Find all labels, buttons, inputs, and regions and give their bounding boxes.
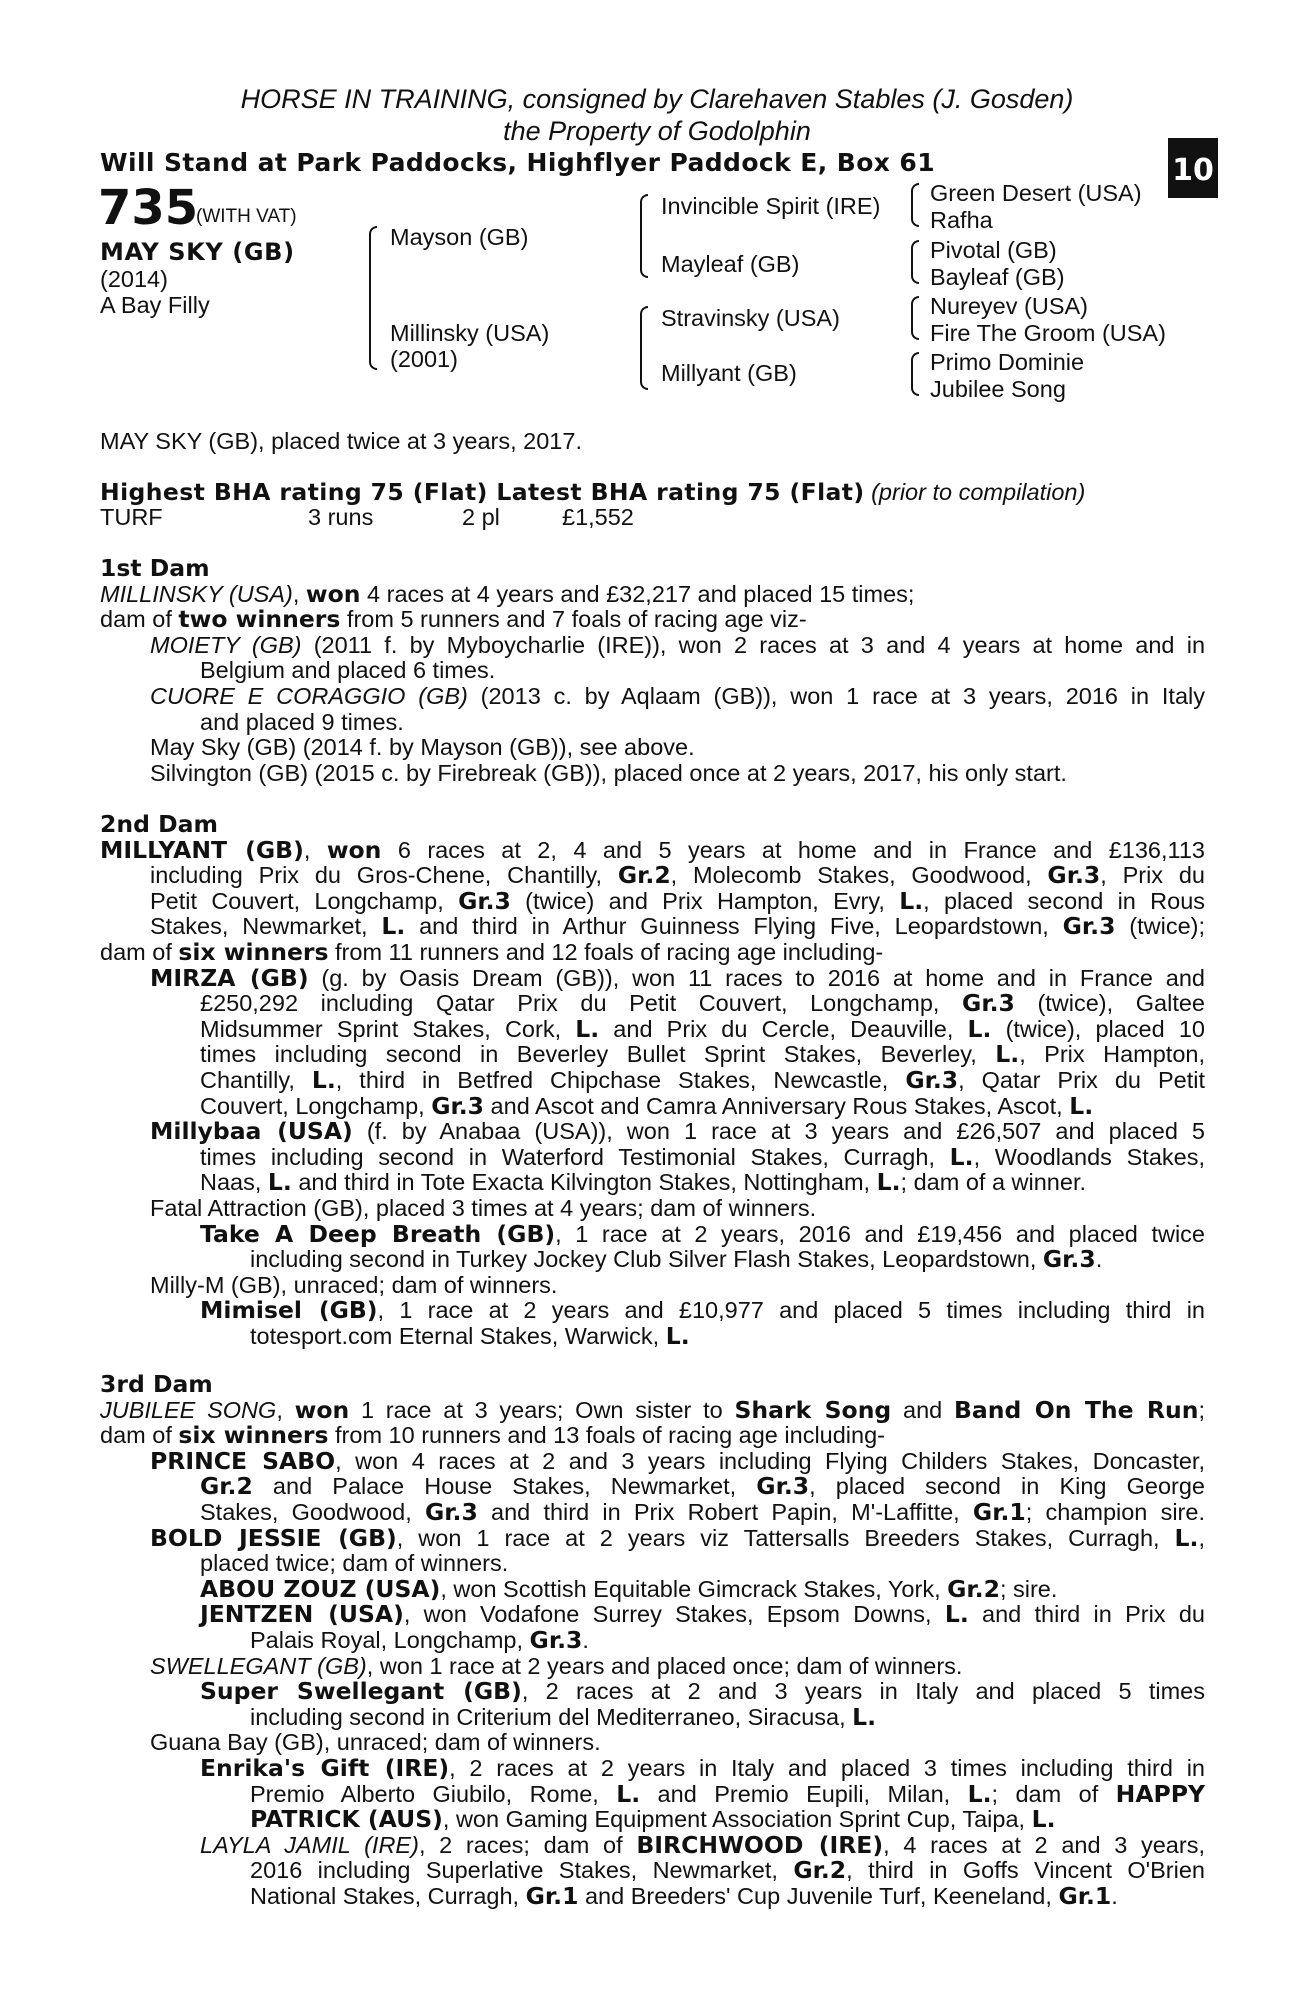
text: Gr.3 [529,1625,583,1654]
owner-line: the Property of Godolphin [503,116,811,146]
text: Couvert, Longchamp, [200,1092,432,1119]
brace-sd [911,240,919,284]
badge-number: 10 [1172,153,1214,188]
pedigree-sss: Green Desert (USA) [930,180,1142,206]
text: Gr.3 [458,886,511,915]
produce-name: MOIETY (GB) [150,631,302,658]
pedigree-dam: Millinsky (USA) [390,320,550,346]
first-dam-heading: 1st Dam [100,554,210,582]
dam-name: MILLINSKY (USA) [100,580,293,607]
text: 1 race at 3 years; Own sister to [349,1396,735,1423]
text: £250,292 including Qatar Prix du Petit Couvert, Longchamp, [200,990,963,1017]
text: dam of [100,1422,179,1449]
brace-ds [911,296,919,340]
page-badge [1168,114,1218,198]
text: Gr.3 [905,1065,959,1094]
text: , [1198,1524,1205,1551]
text: two winners [178,605,341,634]
text: . [582,1626,589,1653]
text: (2011 f. by Myboycharlie (IRE)), won 2 races at 3 and 4 years at home and in [301,631,1206,658]
pedigree-sire: Mayson (GB) [390,224,529,250]
text: L. [1069,1091,1094,1120]
text: ; dam of a winner. [900,1169,1087,1196]
text: Naas, [200,1169,268,1196]
second-dam-section [100,812,1205,1349]
text: L. [876,1168,901,1197]
pedigree-dsd: Fire The Groom (USA) [930,320,1166,346]
pedigree-sdd: Bayleaf (GB) [930,264,1065,290]
text: , 2 races at 2 and 3 years in Italy and placed 5 times [521,1678,1205,1705]
brace-sire-dam [369,226,377,370]
text: from 5 runners and 7 foals of racing age viz- [340,606,807,633]
text: six winners [178,1421,329,1450]
produce-name: LAYLA JAMIL (IRE) [200,1831,419,1858]
text: L. [665,1321,690,1350]
brace-sire-parents [640,194,648,278]
text: Stakes, Goodwood, [200,1498,425,1525]
text: . [1095,1246,1103,1273]
text: including Prix du Gros-Chene, Chantilly, [150,862,618,889]
text: L. [852,1702,877,1731]
text: Gr.3 [1047,861,1101,890]
text: and placed 9 times. [200,708,404,735]
produce-entry: Milly-M (GB), unraced; dam of winners. [150,1271,558,1298]
text: , Qatar Prix du Petit [958,1066,1205,1093]
text: 4 races at 4 years and £32,217 and placed 15 times; [360,580,915,607]
first-dam-section [100,556,1205,786]
record-earnings: £1,552 [562,504,634,530]
text: Gr.1 [525,1881,579,1910]
produce-name: Mimisel (GB) [200,1296,378,1325]
text: L. [311,1065,336,1094]
text: , won 1 race at 2 years and placed once; dam of winners. [366,1652,963,1679]
text: BIRCHWOOD (IRE) [636,1830,884,1859]
text: including second in Turkey Jockey Club Silver Flash Stakes, Leopardstown, [250,1246,1043,1273]
text: (twice) and Prix Hampton, Evry, [510,887,900,914]
record-placed: 2 pl [462,504,500,530]
third-dam-heading: 3rd Dam [100,1370,213,1398]
produce-name: Enrika's Gift (IRE) [200,1753,450,1782]
pedigree-dss: Nureyev (USA) [930,293,1089,319]
text: including second in Criterium del Mediterraneo, Siracusa, [250,1703,853,1730]
produce-entry: Fatal Attraction (GB), placed 3 times at 4 years; dam of winners. [150,1194,817,1221]
text: (f. by Anabaa (USA)), won 1 race at 3 years and £26,507 and placed 5 [352,1118,1206,1145]
text: ; [1198,1396,1206,1423]
text: , placed second in Rous [923,887,1206,914]
text: 6 races at 2, 4 and 5 years at home and in France and £136,113 [381,836,1205,863]
produce-name: ABOU ZOUZ (USA) [200,1574,441,1603]
pedigree-ssd: Rafha [930,207,993,233]
produce-name: BOLD JESSIE (GB) [150,1523,397,1552]
text: and Prix du Cercle, Deauville, [599,1015,968,1042]
text: L. [944,1600,969,1629]
text: and Ascot and Camra Anniversary Rous Stakes, Ascot, [484,1092,1070,1119]
text: (twice), Galtee [1014,990,1205,1017]
horse-description: A Bay Filly [100,292,210,318]
text: placed twice; dam of winners. [200,1550,509,1577]
text: Gr.1 [1058,1881,1112,1910]
text: L. [967,1779,992,1808]
text: . [1111,1882,1118,1909]
text: ; sire. [999,1575,1058,1602]
produce-name: Take A Deep Breath (GB) [200,1219,556,1248]
text: Chantilly, [200,1066,312,1093]
text: Petit Couvert, Longchamp, [150,887,459,914]
text: times including second in Beverley Bullet Sprint Stakes, Beverley, [200,1041,996,1068]
text: (g. by Oasis Dream (GB)), won 11 races to 2016 at home and in France and [308,964,1205,991]
text: 2016 including Superlative Stakes, Newmarket, [250,1857,794,1884]
pedigree-sire-sire: Invincible Spirit (IRE) [661,193,881,219]
text: Gr.1 [972,1497,1026,1526]
lot-number: 735 [98,180,199,236]
text: Gr.2 [947,1574,1000,1603]
text: and Breeders' Cup Juvenile Turf, Keeneland, [578,1882,1059,1909]
second-dam-heading: 2nd Dam [100,810,218,838]
produce-name: CUORE E CORAGGIO (GB) [150,682,468,709]
text: and third in Prix Robert Papin, M'-Laffitte, [477,1498,973,1525]
text: , won 1 race at 2 years viz Tattersalls Breeders Stakes, Curragh, [396,1524,1175,1551]
text: Gr.3 [431,1091,485,1120]
text: won [294,1395,350,1424]
text: Gr.2 [793,1856,847,1885]
foaling-year: (2014) [100,266,168,292]
rating-note: (prior to compilation) [871,479,1086,505]
text: dam of [100,606,179,633]
record-surface: TURF [100,504,163,530]
produce-name: SWELLEGANT (GB) [150,1652,367,1679]
text: L. [1031,1805,1056,1834]
produce-name: MIRZA (GB) [150,963,309,992]
text: Gr.3 [425,1497,478,1526]
text: PATRICK (AUS) [250,1805,443,1834]
pedigree-dam-year: (2001) [390,346,458,372]
text: L. [967,1014,992,1043]
brace-ss [911,183,919,227]
text: , Prix Hampton, [1019,1041,1205,1068]
text: Gr.2 [200,1472,253,1501]
text: Gr.2 [617,861,671,890]
bha-rating [100,478,1085,506]
text: L. [995,1040,1020,1069]
text: L. [381,912,406,941]
text: (twice), placed 10 [991,1015,1205,1042]
text: L. [899,886,924,915]
text: won [305,579,361,608]
text: , Prix du [1100,862,1205,889]
pedigree-sds: Pivotal (GB) [930,237,1057,263]
dam-name: JUBILEE SONG [100,1396,277,1423]
text: HAPPY [1115,1779,1205,1808]
text: (2013 c. by Aqlaam (GB)), won 1 race at 3 years, 2016 in Italy [467,682,1205,709]
text: Gr.3 [1042,1245,1096,1274]
text: , 1 race at 2 years, 2016 and £19,456 and placed twice [555,1220,1206,1247]
text: , won Vodafone Surrey Stakes, Epsom Downs, [403,1601,945,1628]
stand-location: Will Stand at Park Paddocks, Highflyer Paddock E, Box 61 [100,148,936,177]
text: , third in Betfred Chipchase Stakes, Newcastle, [335,1066,906,1093]
text: , 2 races; dam of [418,1831,637,1858]
text: L. [267,1168,292,1197]
horse-name: MAY SKY (GB) [100,238,295,266]
text: six winners [178,937,329,966]
race-summary: MAY SKY (GB), placed twice at 3 years, 2017. [100,428,582,454]
bha-rating-text: Highest BHA rating 75 (Flat) Latest BHA rating 75 (Flat) [100,478,865,506]
text: (twice); [1115,913,1205,940]
pedigree-dam-dam: Millyant (GB) [661,360,797,386]
text: National Stakes, Curragh, [250,1882,526,1909]
text: Stakes, Newmarket, [150,913,382,940]
text: L. [575,1014,600,1043]
text: times including second in Waterford Testimonial Stakes, Curragh, [200,1143,950,1170]
text: and Palace House Stakes, Newmarket, [252,1473,757,1500]
consignor-line: HORSE IN TRAINING, consigned by Clarehaven Stables (J. Gosden) [240,84,1074,114]
text: Premio Alberto Giubilo, Rome, [250,1780,617,1807]
produce-name: PRINCE SABO [150,1446,336,1475]
dam-name: MILLYANT (GB) [100,835,304,864]
text: , [276,1396,295,1423]
text: and third in Tote Exacta Kilvington Stakes, Nottingham, [291,1169,877,1196]
produce-name: Super Swellegant (GB) [200,1677,522,1706]
text: totesport.com Eternal Stakes, Warwick, [250,1322,666,1349]
text: L. [1174,1523,1199,1552]
text: , won 4 races at 2 and 3 years including Flying Childers Stakes, Doncaster, [335,1447,1205,1474]
text: and third in Prix du [968,1601,1205,1628]
text: , won Gaming Equipment Association Sprint Cup, Taipa, [442,1806,1032,1833]
text: dam of [100,938,179,965]
third-dam-section [100,1372,1205,1909]
text: , 4 races at 2 and 3 years, [883,1831,1205,1858]
text: , [303,836,327,863]
text: from 10 runners and 13 foals of racing age including- [328,1422,885,1449]
produce-name: Millybaa (USA) [150,1117,353,1146]
text: Midsummer Sprint Stakes, Cork, [200,1015,576,1042]
pedigree-sire-dam: Mayleaf (GB) [661,251,800,277]
text: , 2 races at 2 years in Italy and placed 3 times including third in [449,1754,1205,1781]
text: Palais Royal, Longchamp, [250,1626,530,1653]
brace-dam-parents [640,306,648,390]
text: , [292,580,306,607]
text: Gr.3 [962,989,1015,1018]
text: L. [616,1779,641,1808]
text: , Molecomb Stakes, Goodwood, [670,862,1048,889]
text: Shark Song [734,1395,892,1424]
produce-name: JENTZEN (USA) [200,1600,404,1629]
brace-dd [911,352,919,396]
text: and [891,1396,954,1423]
pedigree-dam-sire: Stravinsky (USA) [661,305,840,331]
text: Gr.3 [756,1472,810,1501]
text: , won Scottish Equitable Gimcrack Stakes, York, [440,1575,948,1602]
text: and Premio Eupili, Milan, [640,1780,968,1807]
pedigree-dds: Primo Dominie [930,349,1085,375]
text: , Woodlands Stakes, [973,1143,1205,1170]
text: ; dam of [991,1780,1116,1807]
text: Belgium and placed 6 times. [200,657,496,684]
text: ; champion sire. [1025,1498,1205,1525]
text: , 1 race at 2 years and £10,977 and placed 5 times including third in [377,1297,1205,1324]
text: Gr.3 [1062,912,1116,941]
produce-entry: Silvington (GB) (2015 c. by Firebreak (GB)), placed once at 2 years, 2017, his only start. [150,759,1067,786]
vat-note: (WITH VAT) [196,206,297,227]
produce-entry: Guana Bay (GB), unraced; dam of winners. [150,1729,601,1756]
text: , third in Goffs Vincent O'Brien [846,1857,1205,1884]
produce-entry: May Sky (GB) (2014 f. by Mayson (GB)), see above. [150,734,695,761]
text: won [326,835,382,864]
text: and third in Arthur Guinness Flying Five, Leopardstown, [405,913,1063,940]
record-runs: 3 runs [308,504,374,530]
pedigree-ddd: Jubilee Song [930,376,1066,402]
text: L. [949,1142,974,1171]
text: from 11 runners and 12 foals of racing age including- [328,938,884,965]
badge-plus: + [1170,114,1187,138]
text: , placed second in King George [809,1473,1205,1500]
text: Band On The Run [953,1395,1199,1424]
